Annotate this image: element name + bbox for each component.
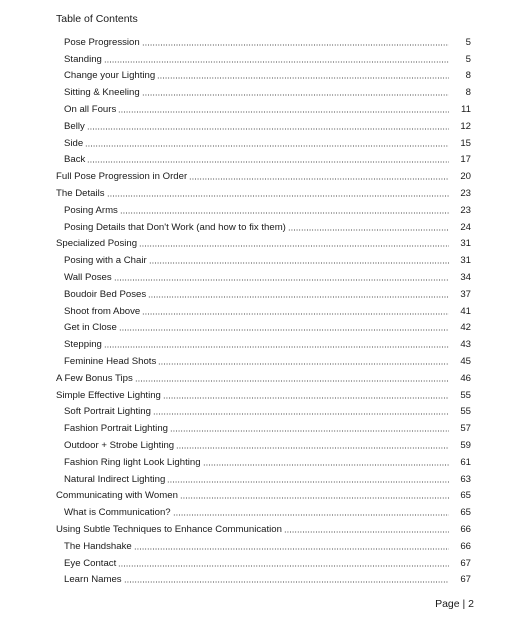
toc-entry-page-number: 5 [465,53,471,65]
dot-leader [153,413,449,415]
dot-leader [119,329,449,331]
toc-entry[interactable] [0,555,520,572]
toc-entry-label: Full Pose Progression in Order [56,171,188,183]
toc-entry[interactable] [0,370,520,387]
dot-leader [135,380,449,382]
toc-entry[interactable] [0,135,520,152]
toc-entry[interactable] [0,404,520,421]
toc-entry-page-number: 59 [460,439,471,451]
toc-entry[interactable] [0,353,520,370]
toc-entry-label: Posing Arms [64,204,118,216]
toc-entry-page-number: 17 [460,154,471,166]
toc-entry[interactable] [0,454,520,471]
toc-entry[interactable] [0,420,520,437]
toc-title: Table of Contents [56,13,138,25]
toc-entry[interactable] [0,572,520,589]
toc-entry[interactable] [0,202,520,219]
dot-leader [148,296,449,298]
toc-entry-page-number: 65 [460,507,471,519]
dot-leader [170,430,449,432]
toc-entry-page-number: 12 [460,120,471,132]
toc-entry[interactable] [0,471,520,488]
toc-entry-label: The Handshake [64,540,132,552]
page-number-footer: Page | 2 [435,598,474,610]
toc-entry-label: Using Subtle Techniques to Enhance Communication [56,523,282,535]
toc-entry-label: Soft Portrait Lighting [64,406,151,418]
toc-entry-page-number: 23 [460,204,471,216]
toc-entry-label: Posing Details that Don't Work (and how to fix them) [64,221,286,233]
dot-leader [114,279,449,281]
toc-entry-label: Stepping [64,339,102,351]
toc-entry[interactable] [0,488,520,505]
toc-entry-page-number: 34 [460,271,471,283]
toc-entry-label: Wall Poses [64,271,112,283]
toc-entry[interactable] [0,286,520,303]
toc-entry-page-number: 23 [460,187,471,199]
toc-entry-page-number: 42 [460,322,471,334]
toc-entry-label: Back [64,154,86,166]
dot-leader [149,262,449,264]
toc-entry[interactable] [0,336,520,353]
toc-entry[interactable] [0,84,520,101]
toc-entry-label: Get in Close [64,322,117,334]
dot-leader [142,44,449,46]
toc-entry-label: Simple Effective Lighting [56,389,161,401]
toc-entry-page-number: 57 [460,423,471,435]
toc-entry-page-number: 8 [465,87,471,99]
dot-leader [288,229,449,231]
toc-entry-page-number: 11 [461,103,471,115]
dot-leader [167,481,449,483]
toc-entry-page-number: 67 [460,557,471,569]
dot-leader [118,111,449,113]
toc-entry-label: Shoot from Above [64,305,141,317]
toc-entry-label: Sitting & Kneeling [64,87,140,99]
toc-entry-label: The Details [56,187,105,199]
toc-entry[interactable] [0,387,520,404]
toc-entry-page-number: 46 [460,372,471,384]
toc-entry[interactable] [0,168,520,185]
dot-leader [120,212,449,214]
toc-entry[interactable] [0,303,520,320]
toc-entry-label: Fashion Ring light Look Lighting [64,456,201,468]
toc-entry-page-number: 31 [460,255,471,267]
toc-entry[interactable] [0,269,520,286]
toc-entry-page-number: 15 [460,137,471,149]
toc-entry-page-number: 63 [460,473,471,485]
toc-entry[interactable] [0,504,520,521]
toc-list [0,34,520,588]
toc-entry-label: Communicating with Women [56,490,178,502]
toc-entry[interactable] [0,252,520,269]
toc-entry-page-number: 66 [460,540,471,552]
dot-leader [142,94,449,96]
toc-entry[interactable] [0,521,520,538]
toc-entry-page-number: 20 [460,171,471,183]
toc-entry-page-number: 43 [460,339,471,351]
dot-leader [203,464,449,466]
toc-entry-page-number: 67 [460,574,471,586]
toc-entry-label: Feminine Head Shots [64,355,157,367]
toc-entry-label: Eye Contact [64,557,117,569]
toc-entry-label: Outdoor + Strobe Lighting [64,439,175,451]
dot-leader [142,313,449,315]
toc-entry-label: Specialized Posing [56,238,138,250]
dot-leader [189,178,449,180]
toc-entry-label: Change your Lighting [64,70,156,82]
toc-entry-page-number: 41 [460,305,471,317]
toc-entry[interactable] [0,101,520,118]
dot-leader [118,565,449,567]
dot-leader [158,363,449,365]
dot-leader [85,145,449,147]
dot-leader [139,245,449,247]
toc-entry-label: A Few Bonus Tips [56,372,133,384]
toc-entry-page-number: 65 [460,490,471,502]
dot-leader [284,531,449,533]
toc-entry[interactable] [0,51,520,68]
toc-entry-page-number: 24 [460,221,471,233]
toc-entry-page-number: 31 [460,238,471,250]
dot-leader [180,497,449,499]
toc-entry-page-number: 55 [460,389,471,401]
dot-leader [87,161,449,163]
toc-entry-page-number: 55 [460,406,471,418]
dot-leader [176,447,449,449]
toc-entry-page-number: 45 [460,355,471,367]
dot-leader [124,581,449,583]
toc-entry-label: Posing with a Chair [64,255,147,267]
toc-entry-label: On all Fours [64,103,117,115]
toc-entry[interactable] [0,219,520,236]
dot-leader [173,514,449,516]
toc-entry-label: Standing [64,53,102,65]
toc-entry[interactable] [0,68,520,85]
toc-entry[interactable] [0,236,520,253]
toc-entry-label: Learn Names [64,574,122,586]
dot-leader [163,397,449,399]
toc-entry[interactable] [0,34,520,51]
toc-entry-label: Fashion Portrait Lighting [64,423,168,435]
toc-entry-page-number: 37 [460,288,471,300]
toc-entry[interactable] [0,118,520,135]
toc-entry-label: Side [64,137,84,149]
toc-entry[interactable] [0,320,520,337]
dot-leader [87,128,449,130]
toc-entry-page-number: 5 [465,36,471,48]
toc-entry-label: What is Communication? [64,507,171,519]
toc-entry-page-number: 66 [460,523,471,535]
toc-entry-label: Boudoir Bed Poses [64,288,147,300]
toc-entry-label: Natural Indirect Lighting [64,473,166,485]
toc-entry-label: Belly [64,120,85,132]
toc-entry[interactable] [0,538,520,555]
toc-entry[interactable] [0,437,520,454]
dot-leader [157,77,449,79]
toc-entry[interactable] [0,185,520,202]
toc-entry-label: Pose Progression [64,36,140,48]
toc-entry-page-number: 61 [460,456,471,468]
dot-leader [104,61,449,63]
dot-leader [104,346,449,348]
toc-entry[interactable] [0,152,520,169]
dot-leader [107,195,449,197]
dot-leader [134,548,449,550]
toc-entry-page-number: 8 [465,70,471,82]
